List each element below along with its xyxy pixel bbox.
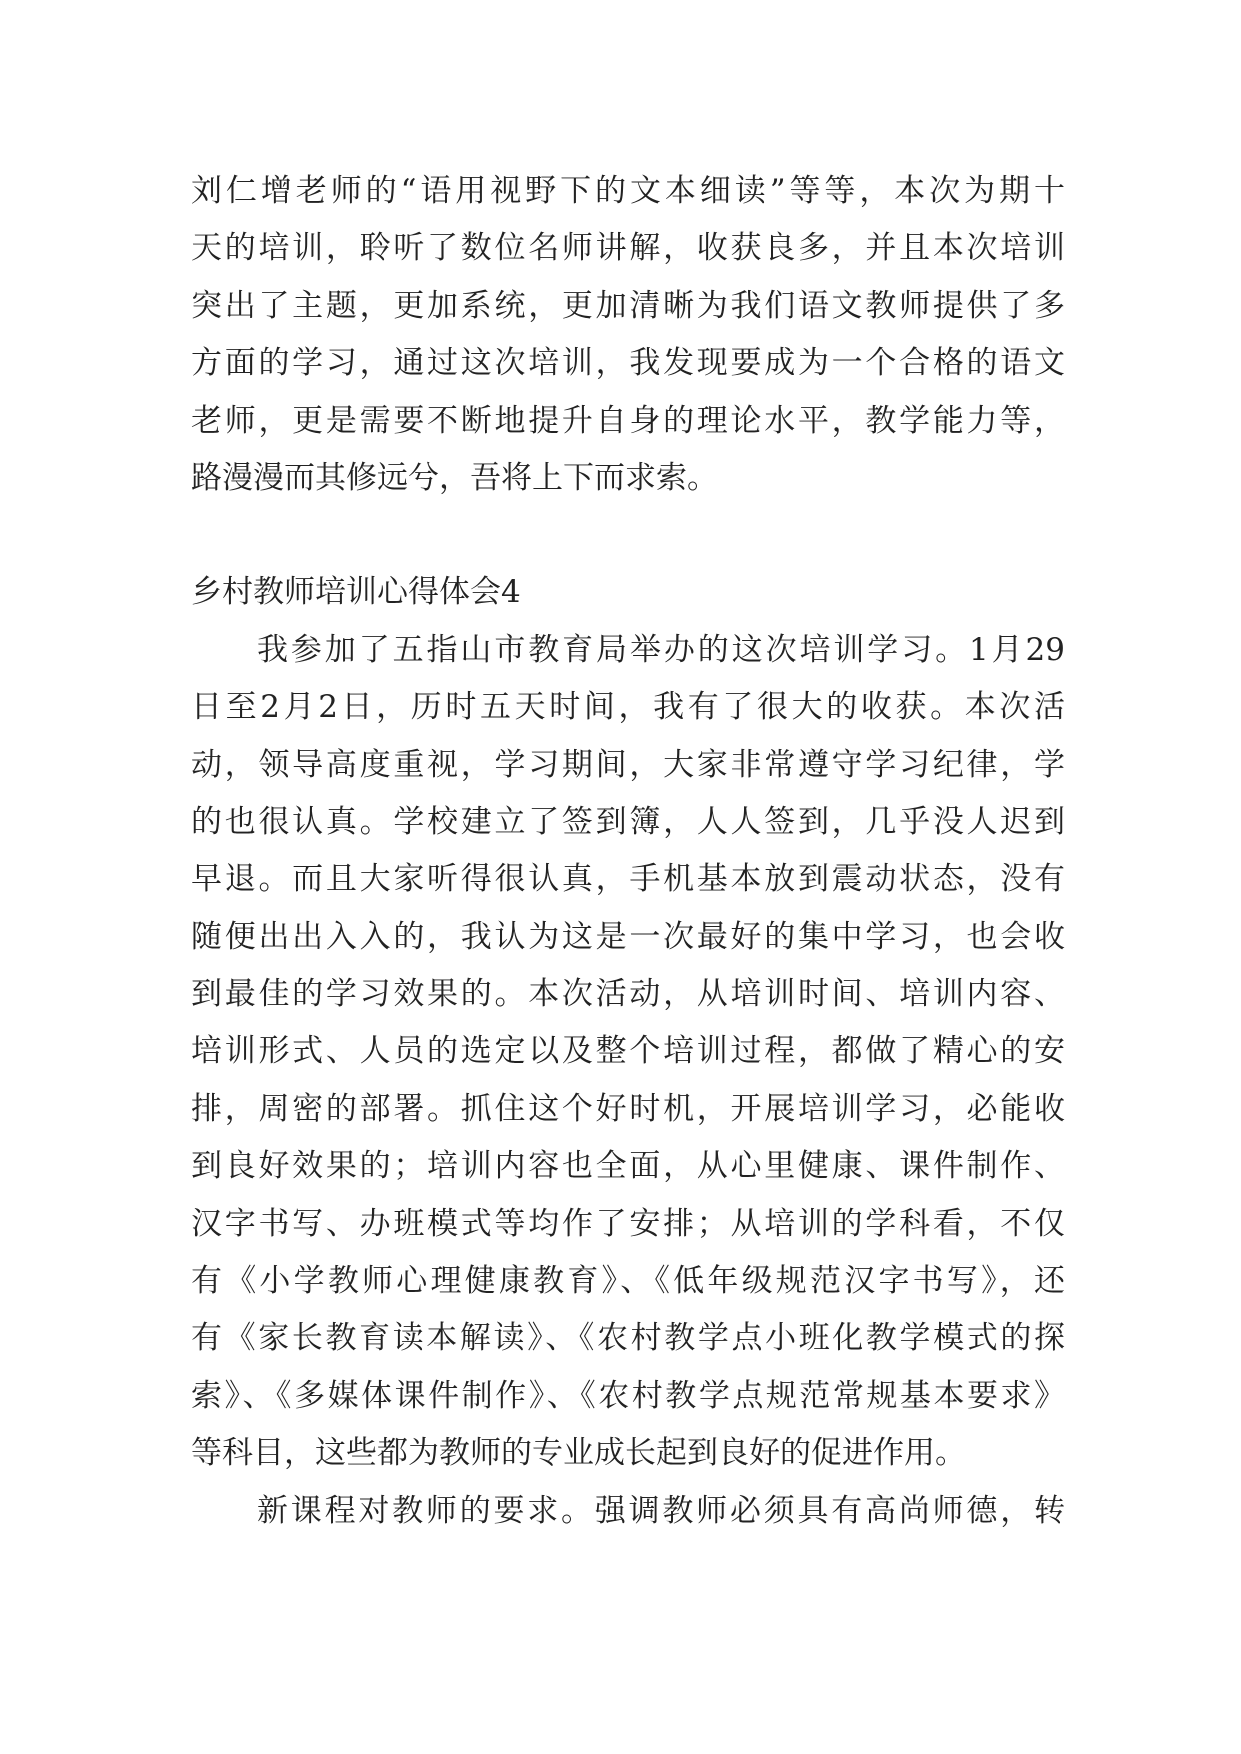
text-line: 等科目，这些都为教师的专业成长起到良好的促进作用。: [191, 1435, 966, 1472]
paragraph-3: [191, 1483, 1065, 1540]
text-line: 早退。而且大家听得很认真，手机基本放到震动状态，没有: [191, 861, 1065, 898]
text-line: 到良好效果的；培训内容也全面，从心里健康、课件制作、: [191, 1148, 1065, 1185]
document-body: [191, 163, 1065, 1540]
text-line: 日至2月2日，历时五天时间，我有了很大的收获。本次活: [191, 689, 1065, 726]
text-line: 培训形式、人员的选定以及整个培训过程，都做了精心的安: [191, 1033, 1065, 1070]
text-line: 有《小学教师心理健康教育》、《低年级规范汉字书写》，还: [191, 1263, 1065, 1300]
text-line: 我参加了五指山市教育局举办的这次培训学习。1月29: [257, 631, 1065, 668]
text-line: 动，领导高度重视，学习期间，大家非常遵守学习纪律，学: [191, 746, 1065, 783]
paragraph-2: [191, 622, 1065, 1483]
text-line: 随便出出入入的，我认为这是一次最好的集中学习，也会收: [191, 918, 1065, 955]
paragraph-1: [191, 163, 1065, 507]
text-line: 有《家长教育读本解读》、《农村教学点小班化教学模式的探: [191, 1320, 1065, 1357]
paragraph-gap: [191, 507, 1065, 564]
text-line: 刘仁增老师的“语用视野下的文本细读”等等，本次为期十: [191, 173, 1065, 209]
section-heading: 乡村教师培训心得体会4: [191, 574, 521, 611]
text-line: 的也很认真。学校建立了签到簿，人人签到，几乎没人迟到: [191, 803, 1065, 840]
text-line: 突出了主题，更加系统，更加清晰为我们语文教师提供了多: [191, 287, 1065, 324]
text-line: 到最佳的学习效果的。本次活动，从培训时间、培训内容、: [191, 976, 1065, 1013]
text-line: 老师，更是需要不断地提升自身的理论水平，教学能力等，: [191, 402, 1065, 439]
text-line: 索》、《多媒体课件制作》、《农村教学点规范常规基本要求》: [191, 1377, 1065, 1414]
text-line: 汉字书写、办班模式等均作了安排；从培训的学科看，不仅: [191, 1205, 1065, 1242]
text-line: 天的培训，聆听了数位名师讲解，收获良多，并且本次培训: [191, 230, 1065, 267]
text-line: 方面的学习，通过这次培训，我发现要成为一个合格的语文: [191, 345, 1065, 382]
text-line: 排，周密的部署。抓住这个好时机，开展培训学习，必能收: [191, 1090, 1065, 1127]
text-line: 新课程对教师的要求。强调教师必须具有高尚师德，转: [257, 1492, 1065, 1529]
text-line: 路漫漫而其修远兮，吾将上下而求索。: [191, 459, 718, 496]
